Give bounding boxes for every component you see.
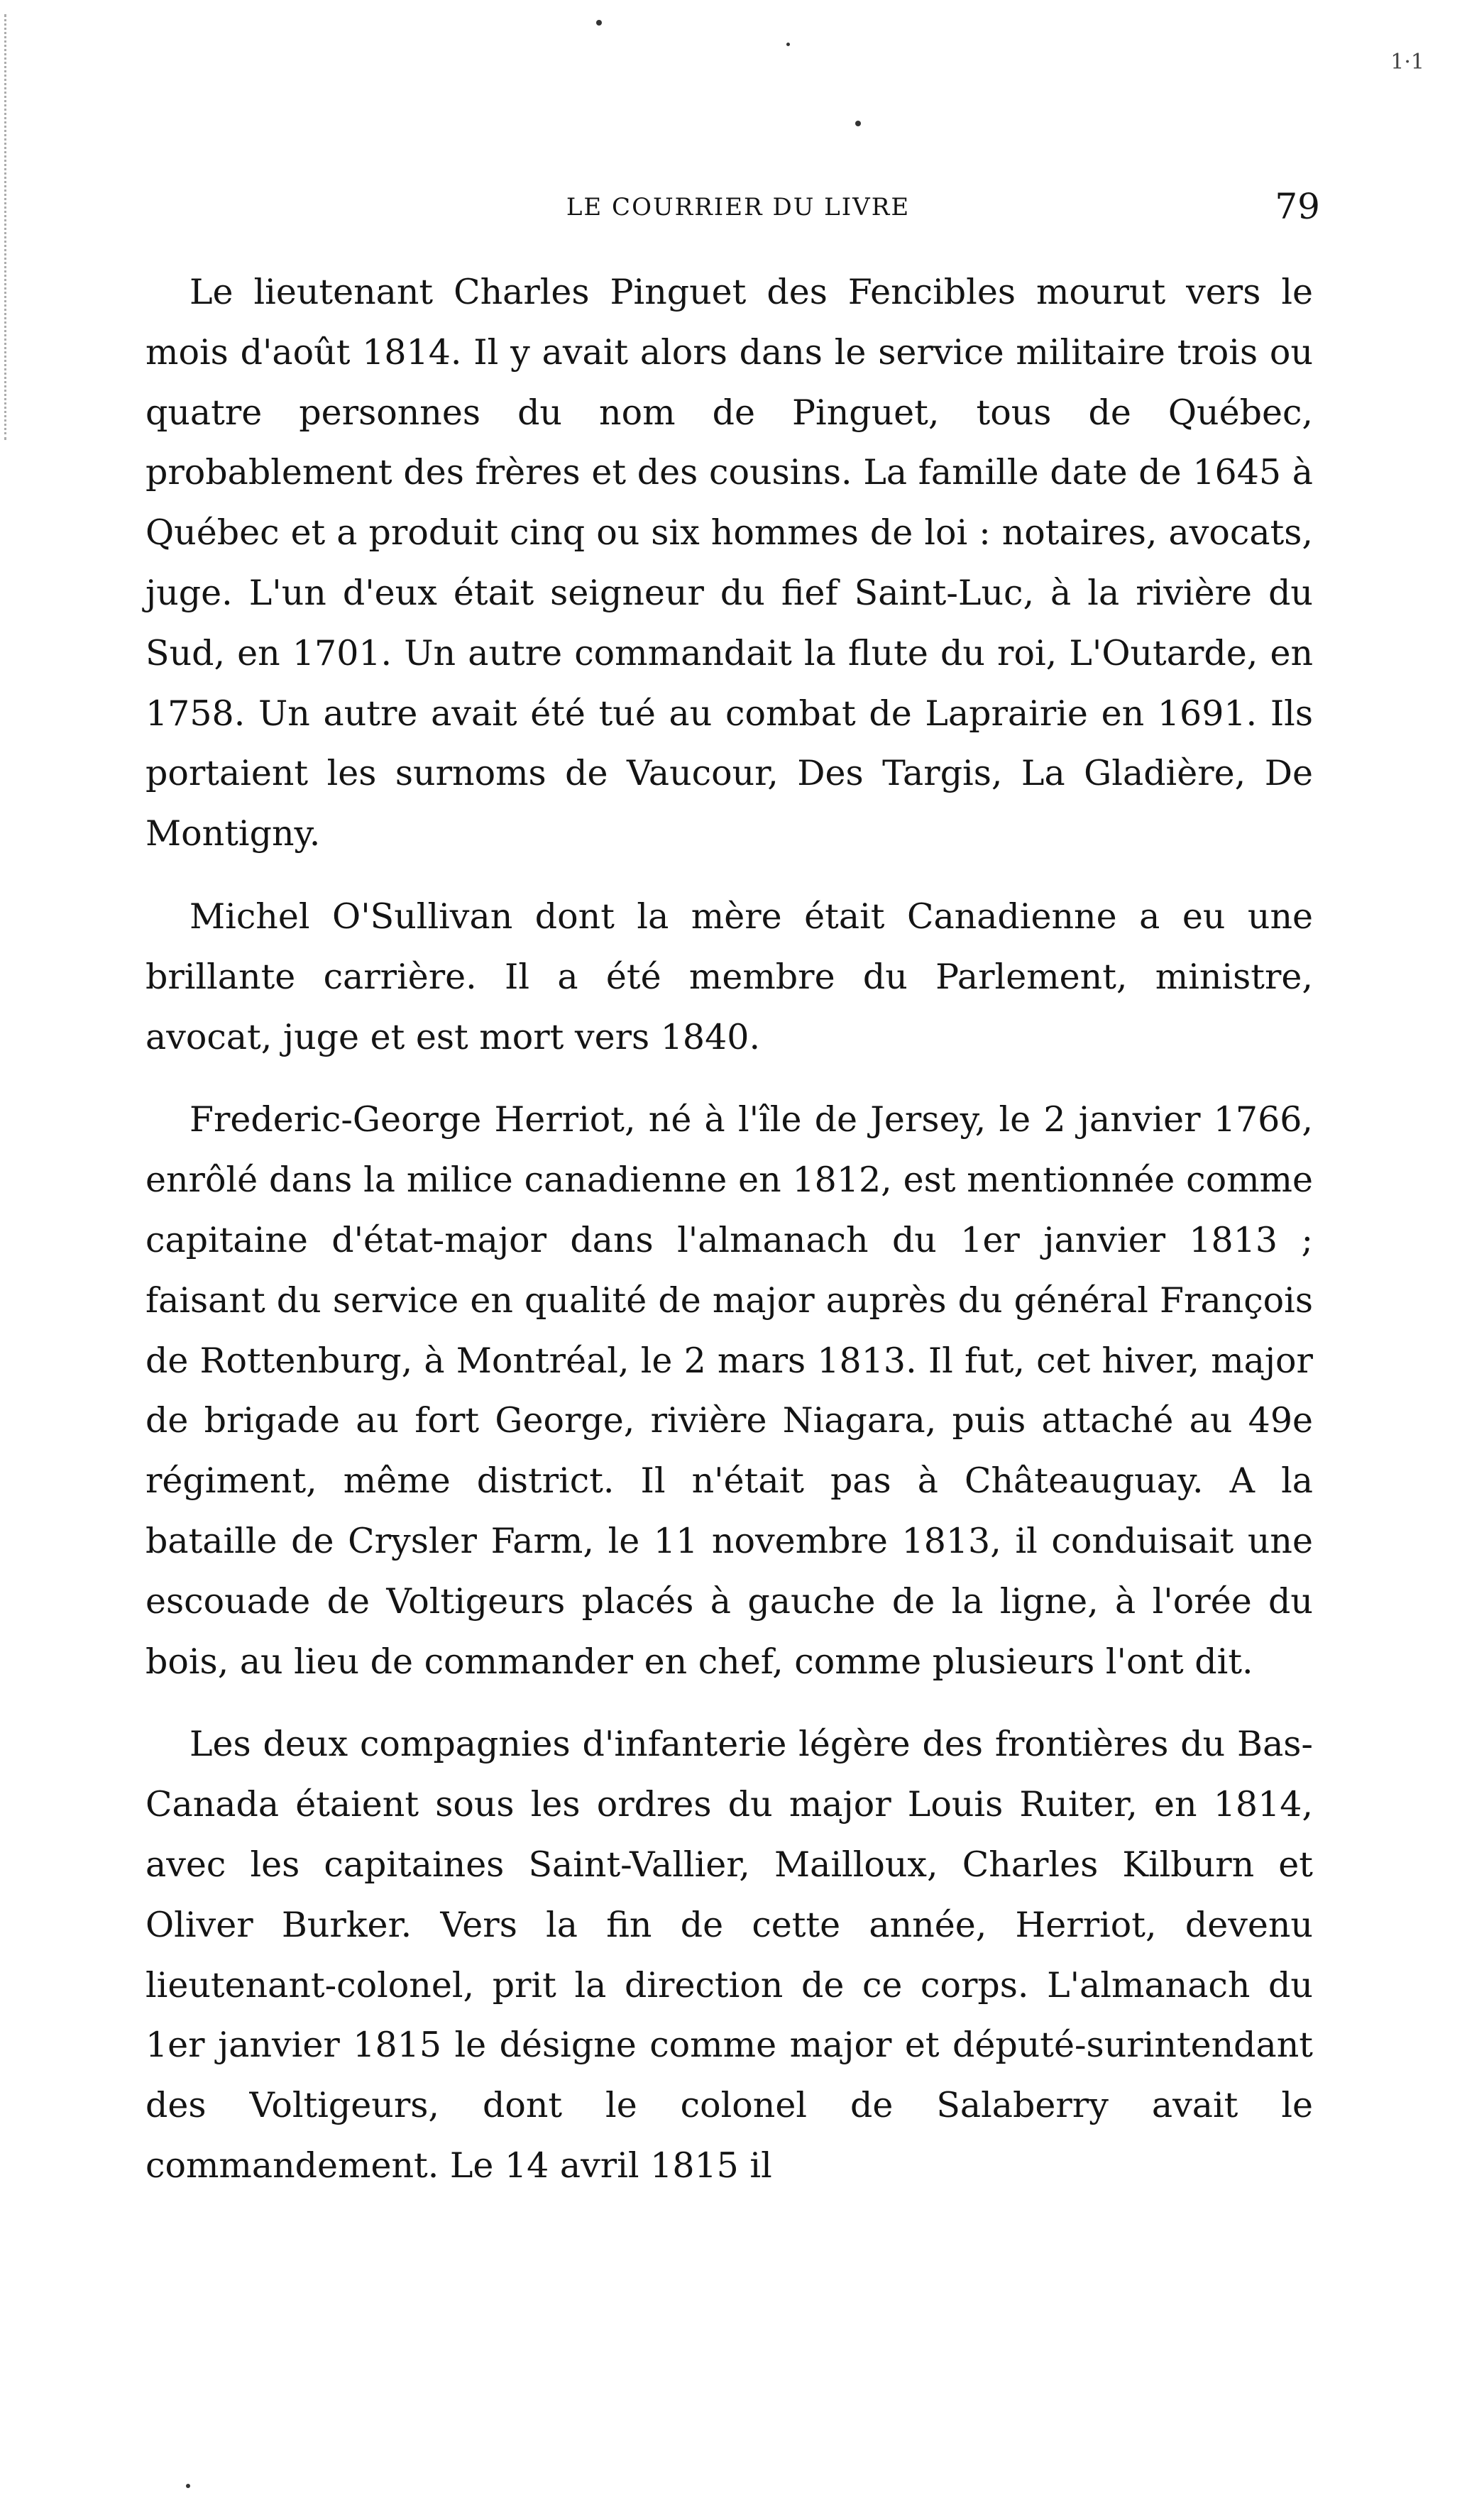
running-head [156, 186, 1320, 229]
corner-mark: 1·1 [1390, 50, 1424, 75]
ink-speck [786, 43, 790, 46]
paragraph-herriot: Frederic-George Herriot, né à l'île de Jersey, le 2 janvier 1766, enrôlé dans la milice canadienne en 1812, est mentionnée comme capitaine d'état-major dans l'almanach du 1er janvier 1813 ; faisant du service en qualité de major auprès du général François de Rottenburg, à Montréal, le 2 mars 1813. Il fut, cet hiver, major de brigade au fort George, rivière Niagara, puis attaché au 49e régiment, même district. Il n'était pas à Châteauguay. A la bataille de Crysler Farm, le 11 novembre 1813, il conduisait une escouade de Voltigeurs placés à gauche de la ligne, à l'orée du bois, au lieu de commander en chef, comme plusieurs l'ont dit. [145, 1099, 1313, 1682]
ink-speck [596, 20, 602, 26]
paragraph-osullivan: Michel O'Sullivan dont la mère était Canadienne a eu une brillante carrière. Il a été membre du Parlement, ministre, avocat, juge et est mort vers 1840. [145, 896, 1313, 1057]
paragraph-infanterie: Les deux compagnies d'infanterie légère des frontières du Bas-Canada étaient sous les ordres du major Louis Ruiter, en 1814, avec les capitaines Saint-Vallier, Mailloux, Charles Kilburn et Oliver Burker. Vers la fin de cette année, Herriot, devenu lieutenant-colonel, prit la direction de ce corps. L'almanach du 1er janvier 1815 le désigne comme major et député-surintendant des Voltigeurs, dont le colonel de Salaberry avait le commandement. Le 14 avril 1815 il [145, 1724, 1313, 2186]
running-title: LE COURRIER DU LIVRE [566, 193, 911, 221]
page-number: 79 [1275, 186, 1320, 227]
ink-speck [186, 2484, 190, 2488]
margin-binding-marks [4, 14, 19, 440]
ink-speck [855, 121, 861, 126]
paragraph-pinguet: Le lieutenant Charles Pinguet des Fencibles mourut vers le mois d'août 1814. Il y avait alors dans le service militaire trois ou quatre personnes du nom de Pinguet, tous de Québec, probablement des frères et des cousins. La famille date de 1645 à Québec et a produit cinq ou six hommes de loi : notaires, avocats, juge. L'un d'eux était seigneur du fief Saint-Luc, à la rivière du Sud, en 1701. Un autre commandait la flute du roi, L'Outarde, en 1758. Un autre avait été tué au combat de Laprairie en 1691. Ils portaient les surnoms de Vaucour, Des Targis, La Gladière, De Montigny. [145, 272, 1313, 854]
body-text [145, 263, 1313, 2196]
